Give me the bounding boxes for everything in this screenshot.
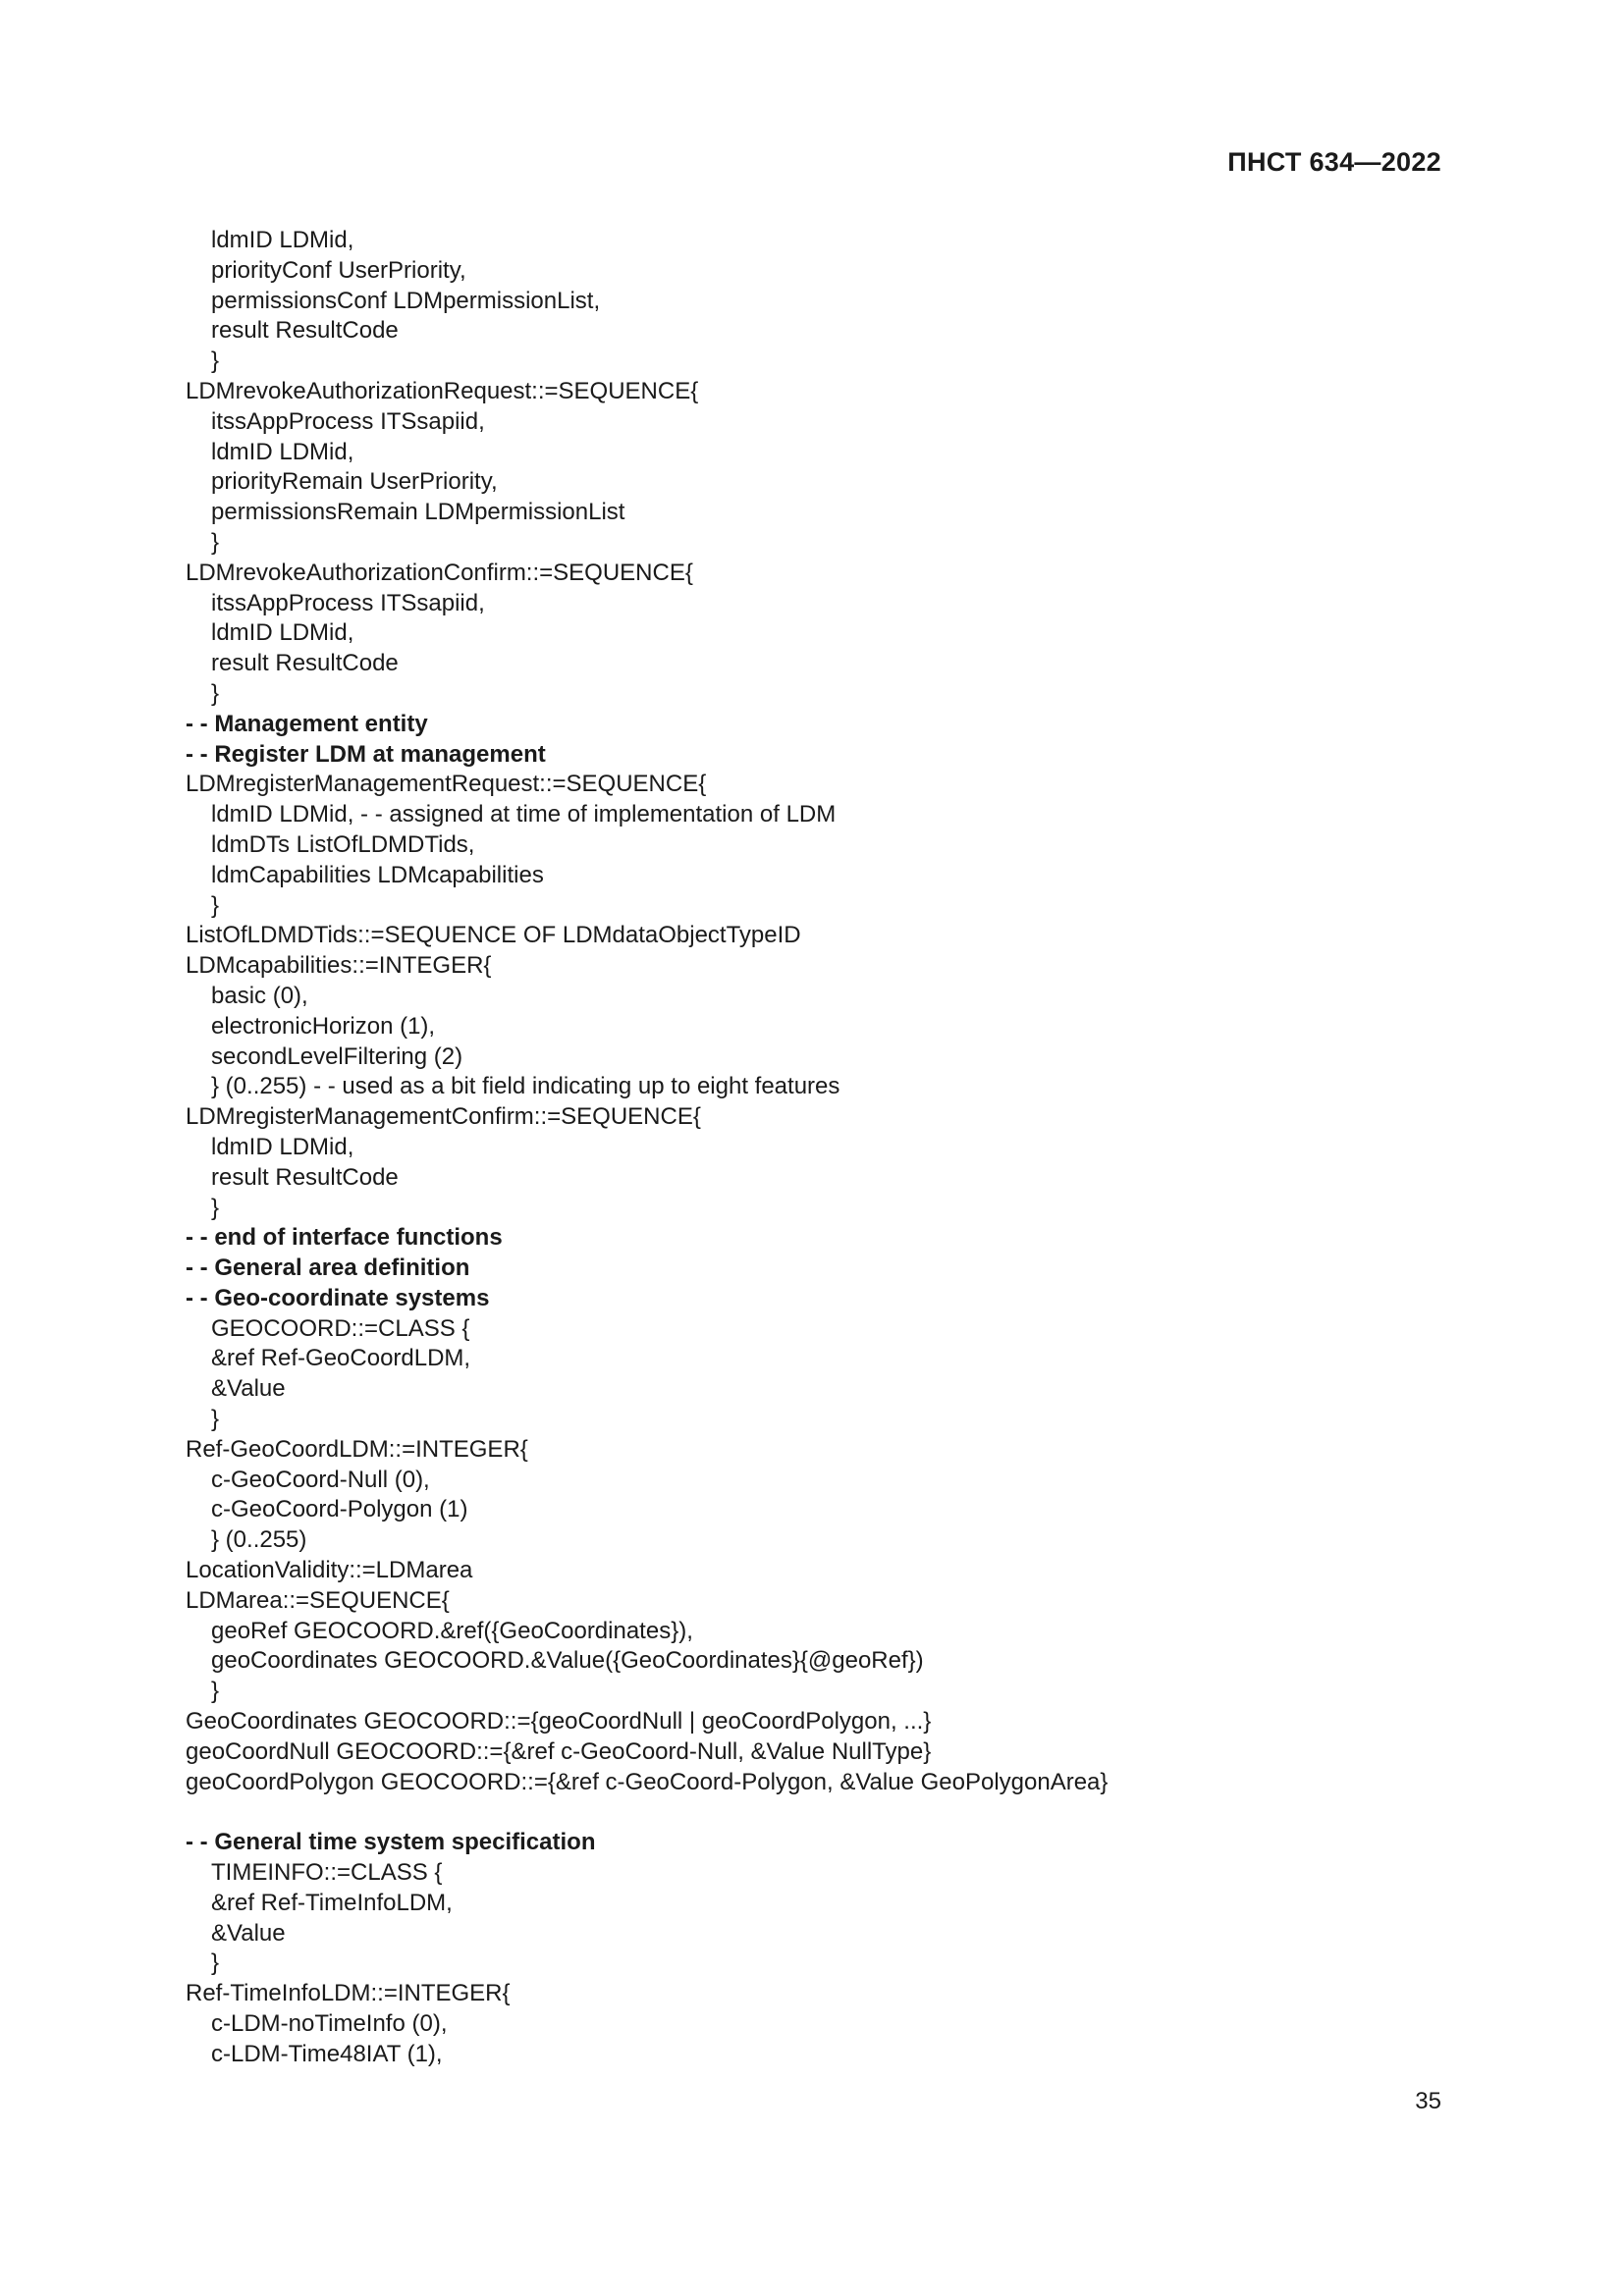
code-line: } <box>211 1678 220 1705</box>
code-line: geoCoordinates GEOCOORD.&Value({GeoCoordinates}{@geoRef}) <box>211 1647 924 1675</box>
asn1-code-listing <box>186 226 1462 2070</box>
code-line: result ResultCode <box>211 650 399 677</box>
code-line: itssAppProcess ITSsapiid, <box>211 589 485 616</box>
code-line: GeoCoordinates GEOCOORD::={geoCoordNull | geoCoordPolygon, ...} <box>186 1708 932 1735</box>
code-line: } <box>211 528 220 556</box>
code-line: c-GeoCoord-Null (0), <box>211 1466 430 1493</box>
document-id-header: ПНСТ 634—2022 <box>1227 147 1441 177</box>
code-line: &Value <box>211 1375 286 1403</box>
code-line: Ref-TimeInfoLDM::=INTEGER{ <box>186 1980 511 2007</box>
code-line: permissionsRemain LDMpermissionList <box>211 499 625 526</box>
code-line: GEOCOORD::=CLASS { <box>211 1314 470 1342</box>
code-line: LocationValidity::=LDMarea <box>186 1557 473 1584</box>
code-line: &ref Ref-GeoCoordLDM, <box>211 1345 471 1372</box>
code-line: result ResultCode <box>211 1163 399 1191</box>
code-line: c-LDM-Time48IAT (1), <box>211 2040 443 2067</box>
code-line: c-GeoCoord-Polygon (1) <box>211 1496 468 1523</box>
code-line: ldmID LDMid, <box>211 438 354 465</box>
code-line: } <box>211 1194 220 1221</box>
code-line: c-LDM-noTimeInfo (0), <box>211 2010 448 2038</box>
code-line: } <box>211 1406 220 1433</box>
code-line: Ref-GeoCoordLDM::=INTEGER{ <box>186 1435 528 1463</box>
code-line: ldmCapabilities LDMcapabilities <box>211 861 544 888</box>
code-line: } <box>211 1949 220 1977</box>
code-line: } <box>211 347 220 375</box>
code-line: ListOfLDMDTids::=SEQUENCE OF LDMdataObjectTypeID <box>186 922 801 949</box>
blank-line <box>186 1797 1462 1828</box>
comment-heading-line: - - end of interface functions <box>186 1224 503 1252</box>
code-line: geoCoordNull GEOCOORD::={&ref c-GeoCoord-Null, &Value NullType} <box>186 1737 932 1765</box>
code-line: priorityRemain UserPriority, <box>211 468 498 496</box>
code-line: ldmDTs ListOfLDMDTids, <box>211 830 475 858</box>
code-line: } (0..255) - - used as a bit field indicating up to eight features <box>211 1073 840 1100</box>
code-line: geoRef GEOCOORD.&ref({GeoCoordinates}), <box>211 1617 693 1644</box>
comment-heading-line: - - Management entity <box>186 710 428 737</box>
code-line: } <box>211 891 220 919</box>
code-line: geoCoordPolygon GEOCOORD::={&ref c-GeoCoord-Polygon, &Value GeoPolygonArea} <box>186 1768 1109 1795</box>
comment-heading-line: - - Register LDM at management <box>186 740 546 768</box>
comment-heading-line: - - Geo-coordinate systems <box>186 1284 490 1311</box>
code-line: TIMEINFO::=CLASS { <box>211 1859 443 1887</box>
code-line: basic (0), <box>211 982 308 1009</box>
code-line: ldmID LDMid, <box>211 1133 354 1160</box>
code-line: secondLevelFiltering (2) <box>211 1042 463 1070</box>
code-line: ldmID LDMid, <box>211 619 354 647</box>
code-line: LDMrevokeAuthorizationRequest::=SEQUENCE{ <box>186 377 699 404</box>
code-line: LDMcapabilities::=INTEGER{ <box>186 952 492 980</box>
code-line: ldmID LDMid, - - assigned at time of implementation of LDM <box>211 801 837 828</box>
code-line: } <box>211 679 220 707</box>
code-line: LDMrevokeAuthorizationConfirm::=SEQUENCE{ <box>186 559 693 586</box>
code-line: ldmID LDMid, <box>211 227 354 253</box>
comment-heading-line: - - General area definition <box>186 1255 470 1282</box>
page-number: 35 <box>1415 2088 1441 2114</box>
code-line: &ref Ref-TimeInfoLDM, <box>211 1889 453 1916</box>
comment-heading-line: - - General time system specification <box>186 1829 596 1856</box>
code-line: priorityConf UserPriority, <box>211 256 466 284</box>
code-line: &Value <box>211 1919 286 1947</box>
code-line: electronicHorizon (1), <box>211 1012 436 1040</box>
code-line: permissionsConf LDMpermissionList, <box>211 287 601 314</box>
code-line: LDMregisterManagementRequest::=SEQUENCE{ <box>186 771 707 798</box>
code-line: LDMregisterManagementConfirm::=SEQUENCE{ <box>186 1103 701 1131</box>
code-line: LDMarea::=SEQUENCE{ <box>186 1586 450 1614</box>
code-line: } (0..255) <box>211 1526 307 1554</box>
code-line: result ResultCode <box>211 317 399 345</box>
code-line: itssAppProcess ITSsapiid, <box>211 407 485 435</box>
